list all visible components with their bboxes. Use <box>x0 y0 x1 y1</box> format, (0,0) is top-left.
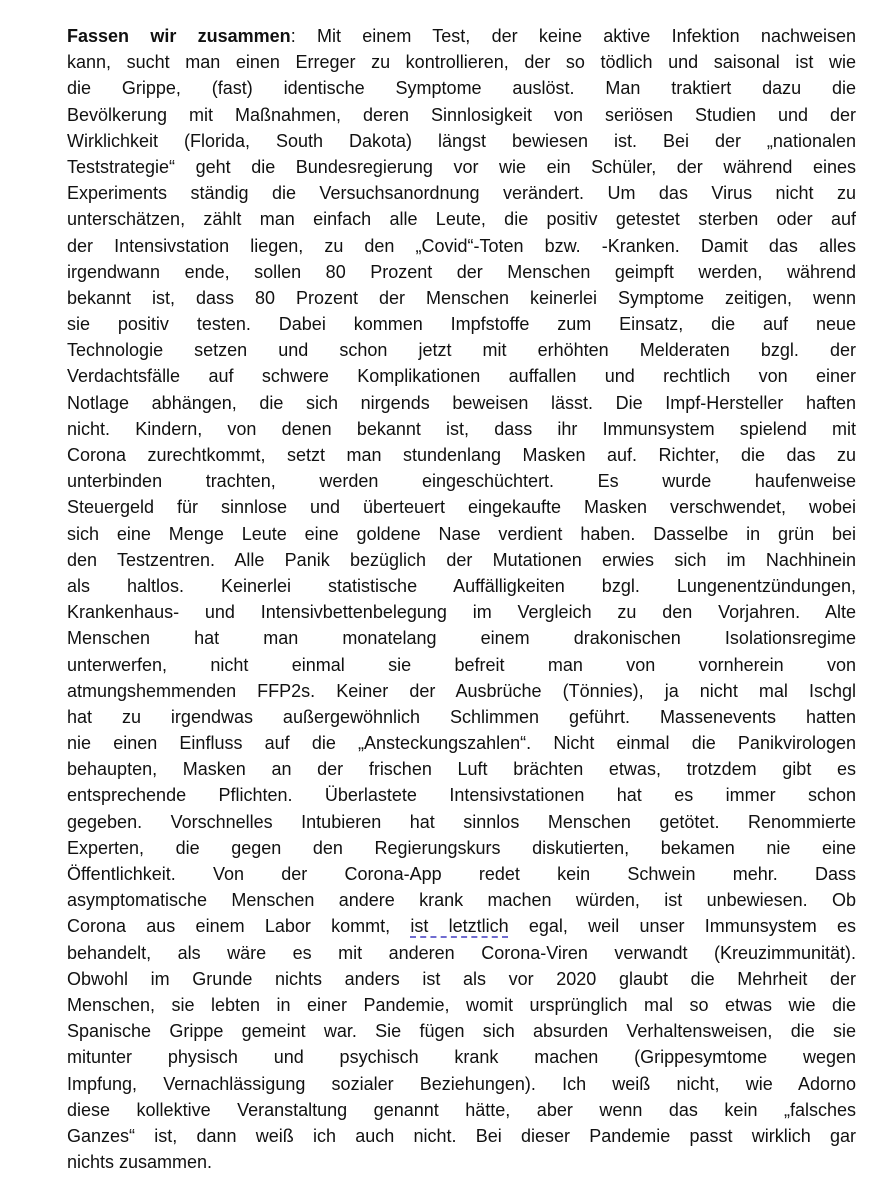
text-segment: Notlage abhängen, die sich nirgends beweisen lässt. Die Impf-Hersteller haften <box>67 392 856 413</box>
text-segment: Öffentlichkeit. Von der Corona-App redet kein Schwein mehr. Dass <box>67 864 856 884</box>
text-line <box>67 940 856 966</box>
text-segment: Experiments ständig die Versuchsanordnung verändert. Um das Virus nicht zu <box>67 183 856 204</box>
text-line <box>67 494 856 520</box>
text-segment: : Mit einem Test, der keine aktive Infektion nachweisen <box>290 26 856 46</box>
text-segment: den Testzentren. Alle Panik bezüglich der Mutationen erwies sich im Nachhinein <box>67 549 856 570</box>
text-line <box>67 861 856 887</box>
text-segment: Menschen hat man monatelang einem drakonischen Isolationsregime <box>67 628 856 649</box>
text-line <box>67 233 856 259</box>
text-segment: Technologie setzen und schon jetzt mit erhöhten Melderaten bzgl. der <box>67 340 856 361</box>
text-segment: behandelt, als wäre es mit anderen Corona-Viren verwandt (Kreuzimmunität). <box>67 942 856 963</box>
text-line <box>67 363 856 389</box>
text-segment: sich eine Menge Leute eine goldene Nase verdient haben. Dasselbe in grün bei <box>67 523 856 544</box>
text-segment: Wirklichkeit (Florida, South Dakota) längst bewiesen ist. Bei der „nationalen <box>67 130 856 151</box>
text-line <box>67 992 856 1018</box>
text-line <box>67 49 856 75</box>
text-line <box>67 652 856 678</box>
text-line <box>67 913 856 939</box>
text-segment: die Grippe, (fast) identische Symptome auslöst. Man traktiert dazu die <box>67 78 856 99</box>
text-line <box>67 1044 856 1070</box>
text-segment: Corona zurechtkommt, setzt man stundenlang Masken auf. Richter, die das zu <box>67 445 856 465</box>
grammar-marked-text: ist letztlich <box>410 916 509 937</box>
text-segment: Steuergeld für sinnlose und überteuert eingekaufte Masken verschwendet, wobei <box>67 497 856 518</box>
text-line <box>67 1018 856 1044</box>
text-segment: Experten, die gegen den Regierungskurs diskutierten, bekamen nie eine <box>67 837 856 858</box>
bold-heading: Fassen wir zusammen <box>67 26 291 46</box>
text-line <box>67 259 856 285</box>
text-segment: egal, weil unser Immunsystem es <box>508 916 856 937</box>
text-line <box>67 390 856 416</box>
text-segment: atmungshemmenden FFP2s. Keiner der Ausbrüche (Tönnies), ja nicht mal Ischgl <box>67 680 856 701</box>
text-line <box>67 521 856 547</box>
text-segment: Verdachtsfälle auf schwere Komplikationen auffallen und rechtlich von einer <box>67 366 856 387</box>
text-segment: entsprechende Pflichten. Überlastete Intensivstationen hat es immer schon <box>67 785 856 806</box>
text-segment: kann, sucht man einen Erreger zu kontrollieren, der so tödlich und saisonal ist wie <box>67 52 856 73</box>
text-segment: unterschätzen, zählt man einfach alle Leute, die positiv getestet sterben oder auf <box>67 209 856 230</box>
text-segment: Menschen, sie lebten in einer Pandemie, womit ursprünglich mal so etwas wie die <box>67 994 856 1015</box>
text-segment: unterbinden trachten, werden eingeschüchtert. Es wurde haufenweise <box>67 471 856 492</box>
text-line <box>67 337 856 363</box>
text-line <box>67 782 856 808</box>
text-line <box>67 180 856 206</box>
text-line <box>67 599 856 625</box>
text-line <box>67 468 856 494</box>
text-line <box>67 547 856 573</box>
text-line <box>67 756 856 782</box>
text-segment: nicht. Kindern, von denen bekannt ist, dass ihr Immunsystem spielend mit <box>67 418 856 439</box>
text-segment: Krankenhaus- und Intensivbettenbelegung im Vergleich zu den Vorjahren. Alte <box>67 602 856 623</box>
text-segment: bekannt ist, dass 80 Prozent der Menschen keinerlei Symptome zeitigen, wenn <box>67 287 856 308</box>
text-line <box>67 730 856 756</box>
text-line <box>67 102 856 128</box>
text-line <box>67 1097 856 1123</box>
text-line <box>67 442 856 468</box>
text-segment: Teststrategie“ geht die Bundesregierung vor wie ein Schüler, der während eines <box>67 156 856 177</box>
text-line <box>67 128 856 154</box>
text-segment: Bevölkerung mit Maßnahmen, deren Sinnlosigkeit von seriösen Studien und der <box>67 104 856 125</box>
text-line <box>67 573 856 599</box>
text-segment: unterwerfen, nicht einmal sie befreit man von vornherein von <box>67 654 856 675</box>
text-line <box>67 835 856 861</box>
text-line <box>67 23 856 49</box>
text-line <box>67 678 856 704</box>
text-line <box>67 206 856 232</box>
text-line <box>67 416 856 442</box>
text-segment: sie positiv testen. Dabei kommen Impfstoffe zum Einsatz, die auf neue <box>67 314 856 335</box>
text-line <box>67 285 856 311</box>
text-line <box>67 966 856 992</box>
text-line <box>67 625 856 651</box>
text-segment: Impfung, Vernachlässigung sozialer Beziehungen). Ich weiß nicht, wie Adorno <box>67 1073 856 1094</box>
text-segment: behaupten, Masken an der frischen Luft brächten etwas, trotzdem gibt es <box>67 759 856 780</box>
document-text <box>67 23 856 1175</box>
text-line <box>67 1149 856 1175</box>
text-segment: diese kollektive Veranstaltung genannt hätte, aber wenn das kein „falsches <box>67 1099 856 1120</box>
text-segment: hat zu irgendwas außergewöhnlich Schlimmen geführt. Massenevents hatten <box>67 706 856 727</box>
text-segment: der Intensivstation liegen, zu den „Covid“-Toten bzw. -Kranken. Damit das alles <box>67 235 856 256</box>
text-segment: mitunter physisch und psychisch krank machen (Grippesymtome wegen <box>67 1047 856 1068</box>
text-segment: Obwohl im Grunde nichts anders ist als vor 2020 glaubt die Mehrheit der <box>67 968 856 989</box>
text-segment: gegeben. Vorschnelles Intubieren hat sinnlos Menschen getötet. Renommierte <box>67 811 856 832</box>
text-line <box>67 311 856 337</box>
text-segment: Ganzes“ ist, dann weiß ich auch nicht. Bei dieser Pandemie passt wirklich gar <box>67 1125 856 1146</box>
text-segment: irgendwann ende, sollen 80 Prozent der Menschen geimpft werden, während <box>67 261 856 282</box>
text-line <box>67 1123 856 1149</box>
text-segment: nie einen Einfluss auf die „Ansteckungszahlen“. Nicht einmal die Panikvirologen <box>67 733 856 754</box>
text-line <box>67 809 856 835</box>
text-segment: als haltlos. Keinerlei statistische Auffälligkeiten bzgl. Lungenentzündungen, <box>67 575 856 596</box>
text-line <box>67 75 856 101</box>
text-line <box>67 887 856 913</box>
text-segment: nichts zusammen. <box>67 1152 213 1173</box>
text-line <box>67 704 856 730</box>
text-line <box>67 154 856 180</box>
text-segment: Spanische Grippe gemeint war. Sie fügen sich absurden Verhaltensweisen, die sie <box>67 1021 856 1042</box>
text-line <box>67 1071 856 1097</box>
text-segment: asymptomatische Menschen andere krank machen würden, ist unbewiesen. Ob <box>67 890 856 911</box>
text-segment: Corona aus einem Labor kommt, <box>67 916 411 937</box>
